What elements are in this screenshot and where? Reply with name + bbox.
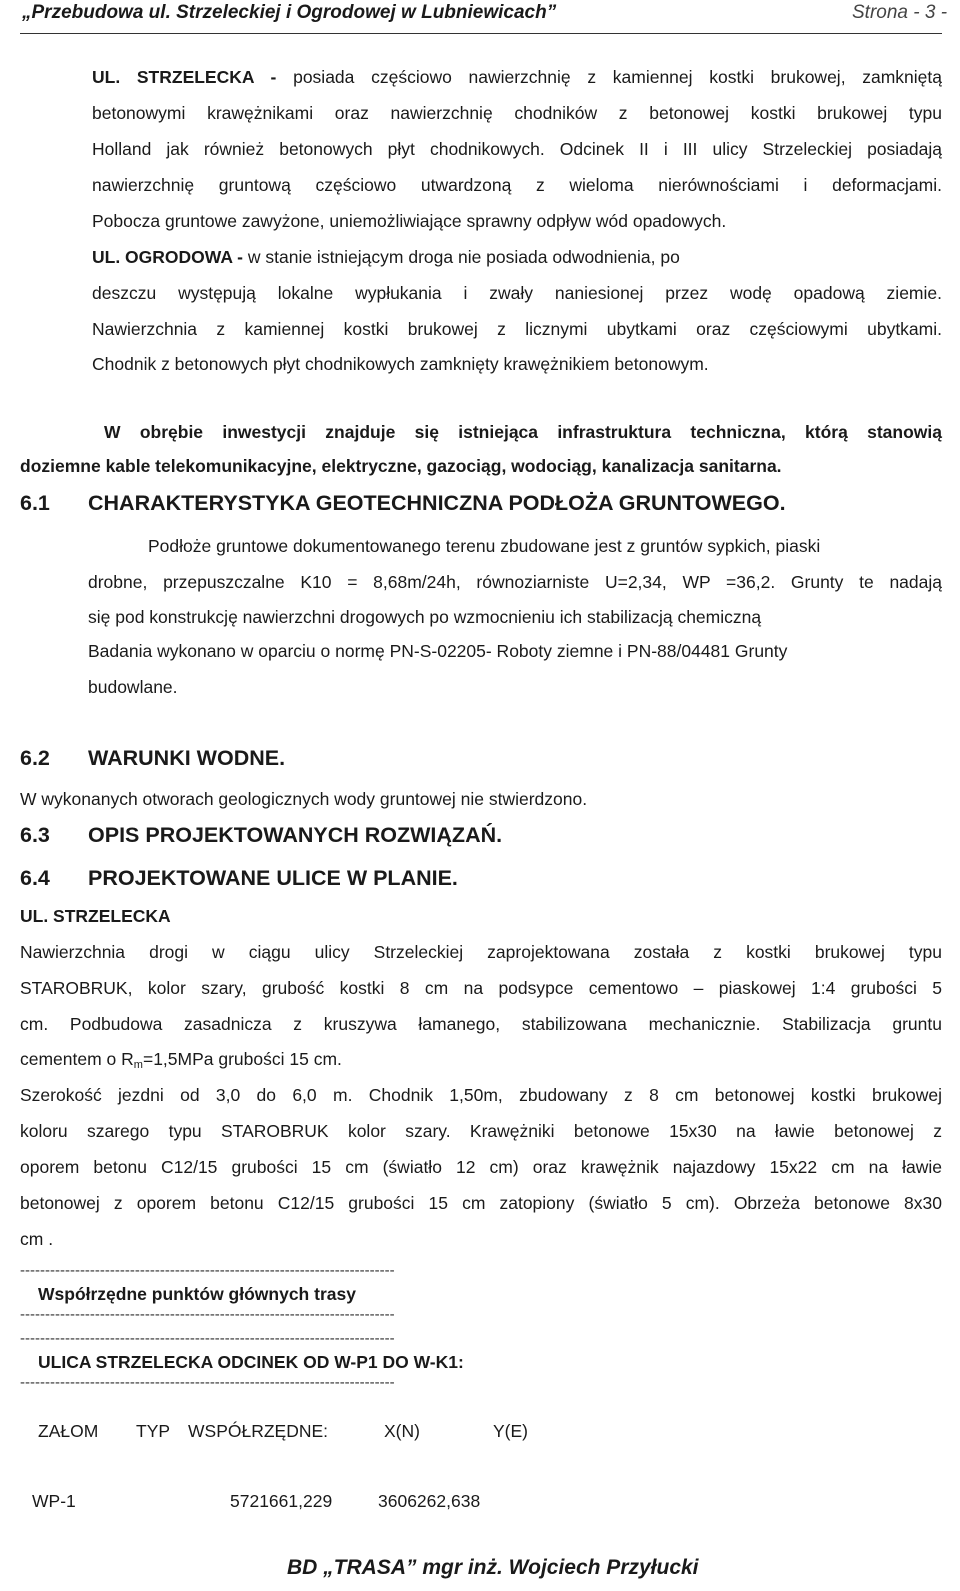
document-title: „Przebudowa ul. Strzeleckiej i Ogrodowej w Lubniewicach”	[22, 2, 557, 23]
section-6-3-number: 6.3	[20, 823, 50, 847]
ogrodowa-line-1: UL. OGRODOWA - w stanie istniejącym droga nie posiada odwodnienia, po	[92, 247, 680, 267]
ul-strzelecka-line-1: Nawierzchnia drogi w ciągu ulicy Strzeleckiej zaprojektowana została z kostki brukowej typu	[20, 942, 942, 962]
infrastructure-line-2: doziemne kable telekomunikacyjne, elektryczne, gazociąg, wodociąg, kanalizacja sanitarna.	[20, 456, 782, 476]
section-6-3-title: OPIS PROJEKTOWANYCH ROZWIĄZAŃ.	[88, 823, 503, 847]
ul-strzelecka-line-4: cementem o $R_m=1,5MPa$ grubości 15 cm.	[20, 1049, 342, 1071]
col-header-y: Y(E)	[493, 1421, 528, 1441]
section-6-1-number: 6.1	[20, 491, 50, 515]
section-6-1-line-1: Podłoże gruntowe dokumentowanego terenu zbudowane jest z gruntów sypkich, piaski	[148, 536, 821, 556]
segment-title: ULICA STRZELECKA ODCINEK OD W-P1 DO W-K1:	[38, 1352, 464, 1372]
col-header-zalom: ZAŁOM	[38, 1421, 99, 1441]
section-6-4-number: 6.4	[20, 866, 50, 890]
strzelecka-line-5: Pobocza gruntowe zawyżone, uniemożliwiające sprawny odpływ wód opadowych.	[92, 211, 727, 231]
ogrodowa-line-3: Nawierzchnia z kamiennej kostki brukowej z licznymi ubytkami oraz częściowymi ubytkami.	[92, 319, 942, 339]
strzelecka-lead: UL. STRZELECKA -	[92, 67, 294, 87]
header-rule	[20, 33, 942, 34]
ul-strzelecka-line-6: koloru szarego typu STAROBRUK kolor szary. Krawężniki betonowe 15x30 na ławie betonowej z	[20, 1121, 942, 1141]
section-6-1-line-4: Badania wykonano w oparciu o normę PN-S-02205- Roboty ziemne i PN-88/04481 Grunty	[88, 641, 788, 661]
section-6-1-line-5: budowlane.	[88, 677, 178, 697]
section-6-1-title: CHARAKTERYSTYKA GEOTECHNICZNA PODŁOŻA GRUNTOWEGO.	[88, 491, 786, 515]
strzelecka-line-3: Holland jak również betonowych płyt chodnikowych. Odcinek II i III ulicy Strzeleckiej posiadają	[92, 139, 942, 159]
ul-strzelecka-line-3: cm. Podbudowa zasadnicza z kruszywa łamanego, stabilizowana mechanicznie. Stabilizacja gruntu	[20, 1014, 942, 1034]
coords-title: Współrzędne punktów głównych trasy	[38, 1284, 356, 1304]
ogrodowa-line-2: deszczu występują lokalne wypłukania i zwały naniesionej przez wodę opadową ziemie.	[92, 283, 942, 303]
section-6-2-title: WARUNKI WODNE.	[88, 746, 286, 770]
ul-strzelecka-line-7: oporem betonu C12/15 grubości 15 cm (światło 12 cm) oraz krawężnik najazdowy 15x22 cm na ławie	[20, 1157, 942, 1177]
dashed-separator: ---------------------------------------------------------------------------	[20, 1374, 395, 1391]
ul-strzelecka-line-8: betonowej z oporem betonu C12/15 grubości 15 cm zatopiony (światło 5 cm). Obrzeża betonowe 8x30	[20, 1193, 942, 1213]
dashed-separator: ---------------------------------------------------------------------------	[20, 1262, 395, 1279]
section-6-1-line-3: się pod konstrukcję nawierzchni drogowych po wzmocnieniu ich stabilizacją chemiczną	[88, 607, 762, 627]
dashed-separator: ---------------------------------------------------------------------------	[20, 1330, 395, 1347]
strzelecka-line-1: UL. STRZELECKA - posiada częściowo nawierzchnię z kamiennej kostki brukowej, zamkniętą	[92, 67, 943, 87]
ul-strzelecka-line-9: cm .	[20, 1229, 54, 1249]
col-header-wspolrzedne: WSPÓŁRZĘDNE:	[188, 1421, 329, 1441]
table-row-x: 5721661,229	[230, 1491, 333, 1511]
infrastructure-line-1: W obrębie inwestycji znajduje się istniejąca infrastruktura techniczna, którą stanowią	[104, 422, 942, 442]
section-6-2-number: 6.2	[20, 746, 50, 770]
strzelecka-line-2: betonowymi krawężnikami oraz nawierzchnię chodników z betonowej kostki brukowej typu	[92, 103, 942, 123]
page-number: Strona - 3 -	[852, 2, 948, 23]
footer-company: BD „TRASA” mgr inż. Wojciech Przyłucki	[287, 1556, 699, 1579]
ul-strzelecka-line-5: Szerokość jezdni od 3,0 do 6,0 m. Chodnik 1,50m, zbudowany z 8 cm betonowej kostki brukowej	[20, 1085, 942, 1105]
col-header-x: X(N)	[384, 1421, 420, 1441]
ogrodowa-line-4: Chodnik z betonowych płyt chodnikowych zamknięty krawężnikiem betonowym.	[92, 354, 709, 374]
ul-strzelecka-line-2: STAROBRUK, kolor szary, grubość kostki 8 cm na podsypce cementowo – piaskowej 1:4 grubości 5	[20, 978, 942, 998]
table-row-name: WP-1	[32, 1491, 76, 1511]
section-6-4-title: PROJEKTOWANE ULICE W PLANIE.	[88, 866, 458, 890]
ul-strzelecka-heading: UL. STRZELECKA	[20, 906, 171, 926]
ogrodowa-lead: UL. OGRODOWA -	[92, 247, 248, 267]
section-6-2-text: W wykonanych otworach geologicznych wody gruntowej nie stwierdzono.	[20, 789, 588, 809]
dashed-separator: ---------------------------------------------------------------------------	[20, 1306, 395, 1323]
col-header-typ: TYP	[136, 1421, 171, 1441]
table-row-y: 3606262,638	[378, 1491, 481, 1511]
strzelecka-line-4: nawierzchnię gruntową częściowo utwardzoną z wieloma nierównościami i deformacjami.	[92, 175, 942, 195]
section-6-1-line-2: drobne, przepuszczalne K10 = 8,68m/24h, równoziarniste U=2,34, WP =36,2. Grunty te nadają	[88, 572, 942, 592]
